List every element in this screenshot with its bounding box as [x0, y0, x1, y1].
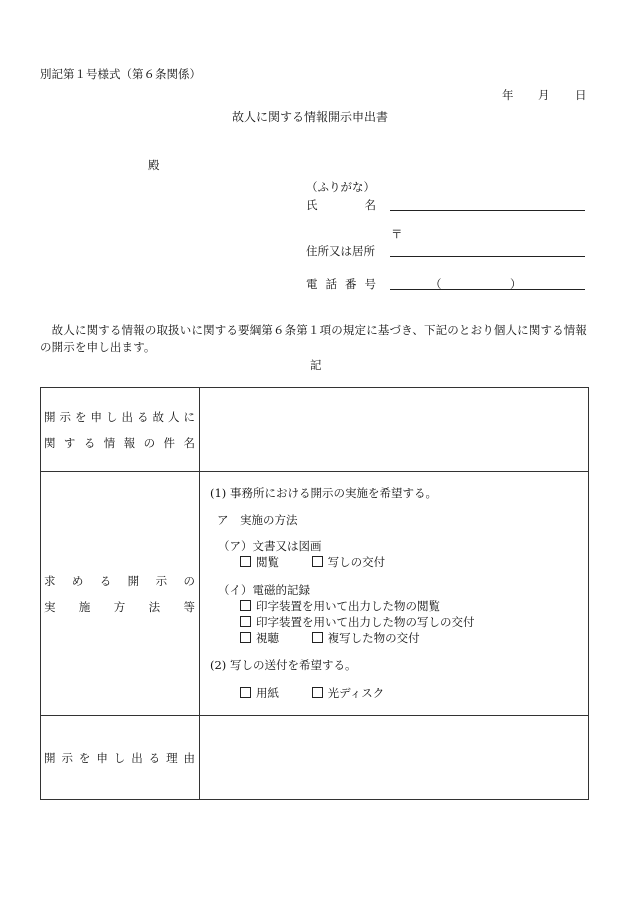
option-label: 複写した物の交付: [327, 631, 420, 645]
addressee: 殿: [148, 158, 160, 172]
name-field[interactable]: [390, 210, 585, 211]
reason-input[interactable]: [200, 716, 589, 800]
body-text: 故人に関する情報の取扱いに関する要綱第６条第１項の規定に基づき、下記のとおり個人に関する情報の開示を申し出ます。: [40, 323, 588, 354]
option-watch[interactable]: [240, 630, 308, 646]
option-label: 写しの交付: [327, 555, 386, 569]
checkbox-icon[interactable]: [312, 687, 323, 698]
electro-heading: （イ）電磁的記録: [218, 583, 310, 597]
label-char: る: [83, 435, 96, 450]
label-line: [44, 594, 195, 620]
date-month: 月: [538, 88, 550, 102]
label-char: 方: [113, 599, 126, 614]
address-label: 住所又は居所: [306, 244, 375, 258]
label-char: 等: [183, 599, 195, 614]
checkbox-icon[interactable]: [240, 600, 251, 611]
label-char: し: [113, 750, 126, 765]
phone-char: 号: [364, 277, 376, 291]
option-print-copy[interactable]: [240, 614, 475, 630]
label-line: [44, 568, 195, 594]
checkbox-icon[interactable]: [240, 632, 251, 643]
label-char: の: [183, 573, 195, 588]
ki-label: 記: [310, 358, 322, 372]
method-item1: (1) 事務所における開示の実施を希望する。: [210, 486, 437, 500]
send-options: [240, 685, 384, 701]
method-cell: [200, 472, 589, 716]
subject-input[interactable]: [200, 388, 589, 472]
label-char: る: [148, 750, 161, 765]
label-char: 理: [166, 750, 178, 765]
label-char: 申: [90, 409, 102, 424]
label-char: を: [75, 409, 87, 424]
paper-options: [240, 554, 385, 570]
electro-options2: [240, 630, 420, 646]
option-label: 閲覧: [256, 555, 279, 569]
phone-field[interactable]: [390, 289, 585, 290]
row-method: [41, 472, 589, 716]
label-char: の: [143, 435, 156, 450]
label-char: 示: [155, 573, 168, 588]
label-line: [44, 430, 195, 456]
label-char: 求: [44, 573, 56, 588]
label-char: 関: [44, 435, 56, 450]
label-char: 実: [44, 599, 56, 614]
page-title: 故人に関する情報開示申出書: [232, 110, 389, 124]
phone-paren-open: （: [430, 277, 442, 291]
label-char: 法: [148, 599, 161, 614]
paper-heading: （ア）文書又は図画: [218, 539, 322, 553]
form-number: 別記第１号様式（第６条関係）: [40, 67, 201, 81]
label-char: 示: [61, 750, 73, 765]
method-item2: (2) 写しの送付を希望する。: [210, 658, 357, 672]
date-year: 年: [502, 88, 514, 102]
label-char: す: [63, 435, 76, 450]
label-char: る: [137, 409, 149, 424]
checkbox-icon[interactable]: [240, 616, 251, 627]
option-label: 印字装置を用いて出力した物の写しの交付: [256, 615, 475, 629]
label-method: [41, 472, 200, 716]
name-char: 名: [364, 198, 376, 212]
method-sub-a: ア 実施の方法: [217, 513, 298, 527]
label-char: 名: [183, 435, 195, 450]
label-char: 件: [163, 435, 176, 450]
label-char: 開: [127, 573, 140, 588]
option-view[interactable]: [240, 554, 308, 570]
furigana-label: （ふりがな）: [306, 180, 375, 194]
checkbox-icon[interactable]: [240, 556, 251, 567]
checkbox-icon[interactable]: [312, 632, 323, 643]
address-field[interactable]: [390, 256, 585, 257]
label-char: る: [99, 573, 112, 588]
label-char: 開: [44, 409, 56, 424]
label-char: め: [71, 573, 84, 588]
label-char: 開: [44, 750, 56, 765]
label-char: 示: [59, 409, 71, 424]
option-label: 印字装置を用いて出力した物の閲覧: [256, 599, 440, 613]
phone-label: [306, 276, 376, 292]
option-label: 視聴: [256, 631, 279, 645]
label-char: し: [106, 409, 118, 424]
label-char: 報: [123, 435, 136, 450]
label-subject: [41, 388, 200, 472]
name-label: [306, 197, 376, 213]
date-day: 日: [575, 88, 587, 102]
label-line: [44, 745, 195, 771]
checkbox-icon[interactable]: [312, 556, 323, 567]
row-reason: [41, 716, 589, 800]
option-label: 用紙: [256, 686, 279, 700]
disclosure-table: [40, 387, 589, 800]
option-paper[interactable]: [240, 685, 308, 701]
label-char: 施: [78, 599, 91, 614]
row-subject: [41, 388, 589, 472]
option-duplicate[interactable]: [312, 630, 420, 646]
label-char: 人: [168, 409, 180, 424]
phone-char: 電: [306, 277, 318, 291]
postal-mark: 〒: [391, 227, 403, 241]
name-char: 氏: [306, 198, 318, 212]
phone-char: 番: [345, 277, 357, 291]
label-char: 申: [96, 750, 108, 765]
option-optical-disc[interactable]: [312, 685, 385, 701]
label-char: 故: [152, 409, 164, 424]
option-label: 光ディスク: [327, 686, 385, 700]
phone-paren-close: ）: [510, 277, 522, 291]
label-char: 由: [183, 750, 195, 765]
label-reason: [41, 716, 200, 800]
checkbox-icon[interactable]: [240, 687, 251, 698]
option-print-view[interactable]: [240, 598, 440, 614]
label-char: に: [183, 409, 195, 424]
label-char: を: [78, 750, 91, 765]
label-char: 出: [131, 750, 143, 765]
phone-char: 話: [325, 277, 337, 291]
label-char: 出: [121, 409, 133, 424]
label-line: [44, 404, 195, 430]
label-char: 情: [103, 435, 116, 450]
option-copy[interactable]: [312, 554, 386, 570]
